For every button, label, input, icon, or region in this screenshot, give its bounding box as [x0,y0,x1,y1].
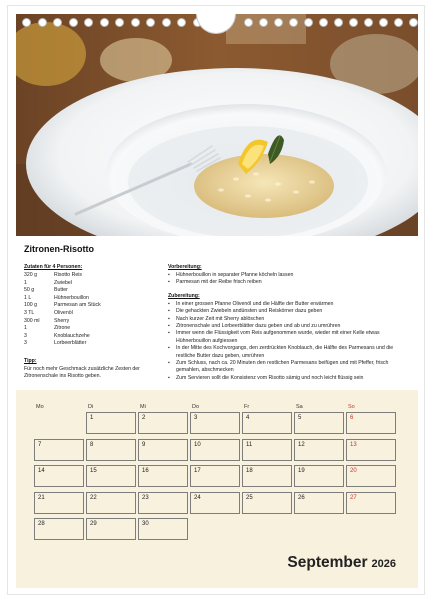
prep-heading: Vorbereitung: [168,264,202,270]
ingredient-name: Knoblauchzehe [54,332,90,339]
day-cell: 12 [294,439,344,461]
day-cell: 4 [242,412,292,434]
binding-hole [319,18,328,27]
binding-hole [349,18,358,27]
ingredient-row [24,272,162,280]
year: 2026 [371,558,396,570]
binding-hole [146,18,155,27]
day-cell: 7 [34,439,84,461]
weekday-header: Sa [296,404,303,410]
ingredient-row [24,280,162,288]
ingredients-heading: Zutaten für 4 Personen: [24,264,83,270]
ingredient-name: Hühnerbouillon [54,294,89,301]
day-cell: 14 [34,465,84,487]
day-cell: 22 [86,492,136,514]
cook-step: ▪ Nach kurzer Zeit mit Sherry ablöschen [168,316,408,323]
weekday-header: Mi [140,404,146,410]
binding-hole [304,18,313,27]
ingredient-row [24,325,162,333]
day-cell: 23 [138,492,188,514]
day-cell: 1 [86,412,136,434]
ingredient-name: Olivenöl [54,309,73,316]
ingredient-row [24,318,162,326]
ingredient-quantity: 100 g [24,302,37,309]
day-cell: 19 [294,465,344,487]
binding-hole [53,18,62,27]
day-cell: 30 [138,518,188,540]
ingredient-row [24,333,162,341]
cook-step: ▪ Zum Schluss, nach ca. 20 Minuten den restlichen Parmesans beifügen und mit Pfeffer, frisch gemahlen, abschmecken [168,360,408,375]
binding-hole [177,18,186,27]
ingredient-quantity: 3 [24,340,27,347]
day-cell: 6 [346,412,396,434]
binding-hole [115,18,124,27]
ingredient-row [24,287,162,295]
binding-hole [394,18,403,27]
ingredients-list [24,272,162,348]
day-cell [242,518,292,540]
day-cell: 11 [242,439,292,461]
binding-hole [364,18,373,27]
day-cell [190,518,240,540]
binding-hole [162,18,171,27]
recipe-photo [16,14,418,236]
binding-hole [22,18,31,27]
ingredients-column [24,264,162,348]
calendar-grid-section [16,390,418,588]
binding-hole [334,18,343,27]
instructions-column [168,264,408,382]
day-cell [34,412,84,434]
binding-hole [289,18,298,27]
ingredient-quantity: 3 TL [24,309,35,316]
binding-hole [131,18,140,27]
day-cell: 13 [346,439,396,461]
cook-step: ▪ In einer grossen Pfanne Olivenöl und die Hälfte der Butter erwärmen [168,301,408,308]
month-name: September [287,554,368,571]
weekday-header: Fr [244,404,250,410]
binding-hole [69,18,78,27]
day-cell [294,518,344,540]
binding-hole [100,18,109,27]
day-cell: 16 [138,465,188,487]
ingredient-quantity: 1 [24,279,27,286]
weekday-header: So [348,404,355,410]
cook-step: ▪ Zitronenschale und Lorbeerblätter dazu geben und ab und zu umrühren [168,323,408,330]
cook-step: ▪ In der Mitte des Kochvorgangs, den zerdrückten Knoblauch, die Hälfte des Parmesans und die restliche Butter dazu geben, umrühren [168,345,408,360]
ingredient-quantity: 1 L [24,294,32,301]
tip-text: Für noch mehr Geschmack zusätzliche Zesten der Zitronenschale ins Risotto geben. [24,366,140,380]
weekday-header: Di [88,404,94,410]
binding-hole [409,18,418,27]
binding-hole [379,18,388,27]
prep-step: ▪ Hühnerbouillon in separater Pfanne köcheln lassen [168,272,408,279]
ingredient-name: Butter [54,287,68,294]
day-cell: 21 [34,492,84,514]
binding-hole [38,18,47,27]
risotto-illustration [16,14,418,236]
day-cell: 8 [86,439,136,461]
ingredient-name: Zwiebel [54,279,72,286]
ingredient-quantity: 3 [24,332,27,339]
recipe-title: Zitronen-Risotto [24,244,94,254]
ingredient-row [24,310,162,318]
prep-step: ▪ Parmesan mit der Reibe frisch reiben [168,279,408,286]
ingredient-name: Zitrone [54,325,71,332]
cook-step: ▪ Immer wenn die Flüssigkeit vom Reis aufgenommen wurde, wieder mit einer Kelle etwas Hühnerbouillon aufgiessen [168,330,408,345]
ingredient-row [24,295,162,303]
ingredient-row [24,302,162,310]
day-cell: 27 [346,492,396,514]
tip-section [24,358,156,381]
day-cell: 2 [138,412,188,434]
ingredient-name: Lorbeerblätter [54,340,87,347]
cook-step: ▪ Die gehackten Zwiebeln andünsten und Reiskörner dazu geben [168,308,408,315]
ingredient-quantity: 320 g [24,272,37,278]
binding-hole [259,18,268,27]
day-cell: 10 [190,439,240,461]
weekday-header: Do [192,404,200,410]
cook-heading: Zubereitung: [168,292,200,299]
day-cell [346,518,396,540]
ingredient-quantity: 300 ml [24,317,40,324]
day-cell: 17 [190,465,240,487]
prep-list [168,272,408,287]
day-cell: 3 [190,412,240,434]
month-label [287,554,396,572]
day-cell: 24 [190,492,240,514]
day-cell: 9 [138,439,188,461]
cook-step: ▪ Zum Servieren sollt die Konsistenz vom Risotto sämig und noch leicht flüssig sein [168,375,408,382]
tip-heading: Tipp: [24,358,37,364]
cook-list [168,301,408,382]
weekday-header: Mo [36,404,44,410]
binding-hole [84,18,93,27]
day-cell: 29 [86,518,136,540]
ingredient-name: Risotto Reis [54,272,82,278]
binding-hole [244,18,253,27]
ingredient-name: Parmesan am Stück [54,302,101,309]
day-cell: 25 [242,492,292,514]
binding-hole [274,18,283,27]
day-cell: 15 [86,465,136,487]
day-cell: 28 [34,518,84,540]
ingredient-row [24,340,162,348]
ingredient-quantity: 50 g [24,287,35,294]
day-cell: 5 [294,412,344,434]
day-cell: 20 [346,465,396,487]
day-cell: 18 [242,465,292,487]
ingredient-quantity: 1 [24,325,27,332]
day-cell: 26 [294,492,344,514]
ingredient-name: Sherry [54,317,70,324]
recipe-section [24,244,408,390]
